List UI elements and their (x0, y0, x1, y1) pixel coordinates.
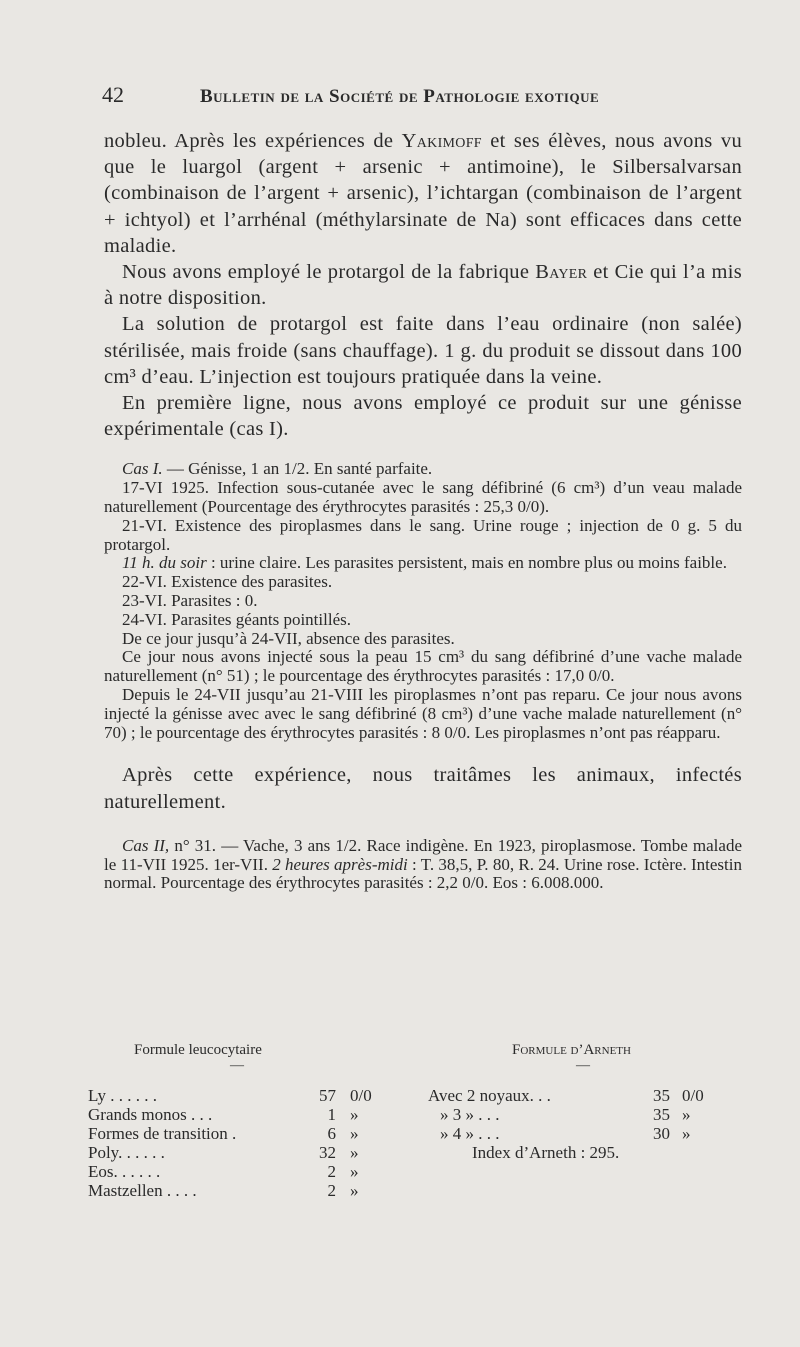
case-entry: 17-VI 1925. Infection sous-cutanée avec le sang défibriné (6 cm³) d’un veau malade naturellement (Pourcentage des érythrocytes parasités : 25,3 0/0). (104, 478, 742, 517)
paragraph: Nous avons employé le protargol de la fabrique Bayer et Cie qui l’a mis à notre disposition. (104, 261, 742, 310)
table-row: Mastzellen . . . . 2 » (88, 1181, 359, 1200)
article-body (104, 128, 742, 893)
table-row: Formes de transition . 6 » (88, 1124, 359, 1143)
case-2-report (104, 837, 742, 893)
page-header (88, 82, 744, 112)
paragraph: nobleu. Après les expériences de Yakimoff et ses élèves, nous avons vu que le luargol (argent + arsenic + antimoine), le Silbersalvarsan (combinaison de l’argent + arsenic), l’ichtargan (combinaison de l’argent + ichtyol) et l’arrhénal (méthylarsinate de Na) sont efficaces dans cette maladie. (104, 130, 742, 257)
case-entry: 21-VI. Existence des piroplasmes dans le sang. Urine rouge ; injection de 0 g. 5 du protargol. (104, 515, 742, 554)
table-row: Ly . . . . . . 57 0/0 (88, 1086, 372, 1105)
running-title: Bulletin de la Société de Pathologie exotique (200, 86, 600, 107)
leucocyte-formula-caption: Formule leucocytaire (134, 1042, 262, 1058)
author-name: Yakimoff (401, 130, 482, 152)
paragraph: Après cette expérience, nous traitâmes les animaux, infectés naturellement. (104, 764, 742, 813)
table-row: » 3 » . . . 35 » (440, 1105, 691, 1124)
paragraph: La solution de protargol est faite dans l’eau ordinaire (non salée) stérilisée, mais froide (sans chauffage). 1 g. du produit se dissout dans 100 cm³ d’eau. L’injection est toujours pratiquée dans la veine. (104, 313, 742, 388)
caption-rule: — (230, 1058, 244, 1073)
case-entry: Depuis le 24-VII jusqu’au 21-VIII les piroplasmes n’ont pas reparu. Ce jour nous avons injecté la génisse avec avec le sang défibriné (8 cm³) d’une vache malade naturellement (n° 70) ; le pourcentage des érythrocytes parasités : 8 0/0. Les piroplasmes n’ont pas réapparu. (104, 685, 742, 742)
case-entry: 23-VI. Parasites : 0. (122, 591, 258, 611)
arneth-formula-table (428, 1086, 748, 1162)
arneth-formula-caption: Formule d’Arneth (512, 1042, 631, 1058)
page-number: 42 (102, 82, 124, 107)
case-entry: Ce jour nous avons injecté sous la peau 15 cm³ du sang défibriné d’une vache malade naturellement (n° 51) ; le pourcentage des érythrocytes parasités : 17,0 0/0. (104, 647, 742, 686)
case-entry: 11 h. du soir : urine claire. Les parasites persistent, mais en nombre plus ou moins faible. (122, 553, 727, 573)
table-row: Eos. . . . . . 2 » (88, 1162, 359, 1181)
caption-rule: — (576, 1058, 590, 1073)
case-label: Cas I. (122, 459, 163, 479)
case-entry: 24-VI. Parasites géants pointillés. (122, 609, 351, 629)
table-row: Grands monos . . . 1 » (88, 1105, 359, 1124)
case-entry: De ce jour jusqu’à 24-VII, absence des parasites. (122, 628, 455, 648)
case-label: Cas II, (122, 835, 170, 855)
table-row: Poly. . . . . . 32 » (88, 1143, 359, 1162)
case-1-report (104, 460, 742, 742)
table-row: » 4 » . . . 30 » (440, 1124, 691, 1143)
arneth-index: Index d’Arneth : 295. (472, 1143, 620, 1162)
case-heading: Cas I. — Génisse, 1 an 1/2. En santé parfaite. (122, 459, 433, 479)
case-entry: 22-VI. Existence des parasites. (122, 572, 333, 592)
case-heading: Cas II, n° 31. — Vache, 3 ans 1/2. Race indigène. En 1923, piroplasmose. Tombe malade le 11-VII 1925. 1er-VII. 2 heures après-midi : T. 38,5, P. 80, R. 24. Urine rose. Ictère. Intestin normal. Pourcentage des érythrocytes parasités : 2,2 0/0. Eos : 6.008.000. (104, 835, 742, 893)
leucocyte-formula-table (88, 1086, 418, 1200)
table-row: Avec 2 noyaux. . . 35 0/0 (428, 1086, 704, 1105)
company-name: Bayer (535, 261, 588, 284)
paragraph: En première ligne, nous avons employé ce produit sur une génisse expérimentale (cas I). (104, 392, 742, 441)
